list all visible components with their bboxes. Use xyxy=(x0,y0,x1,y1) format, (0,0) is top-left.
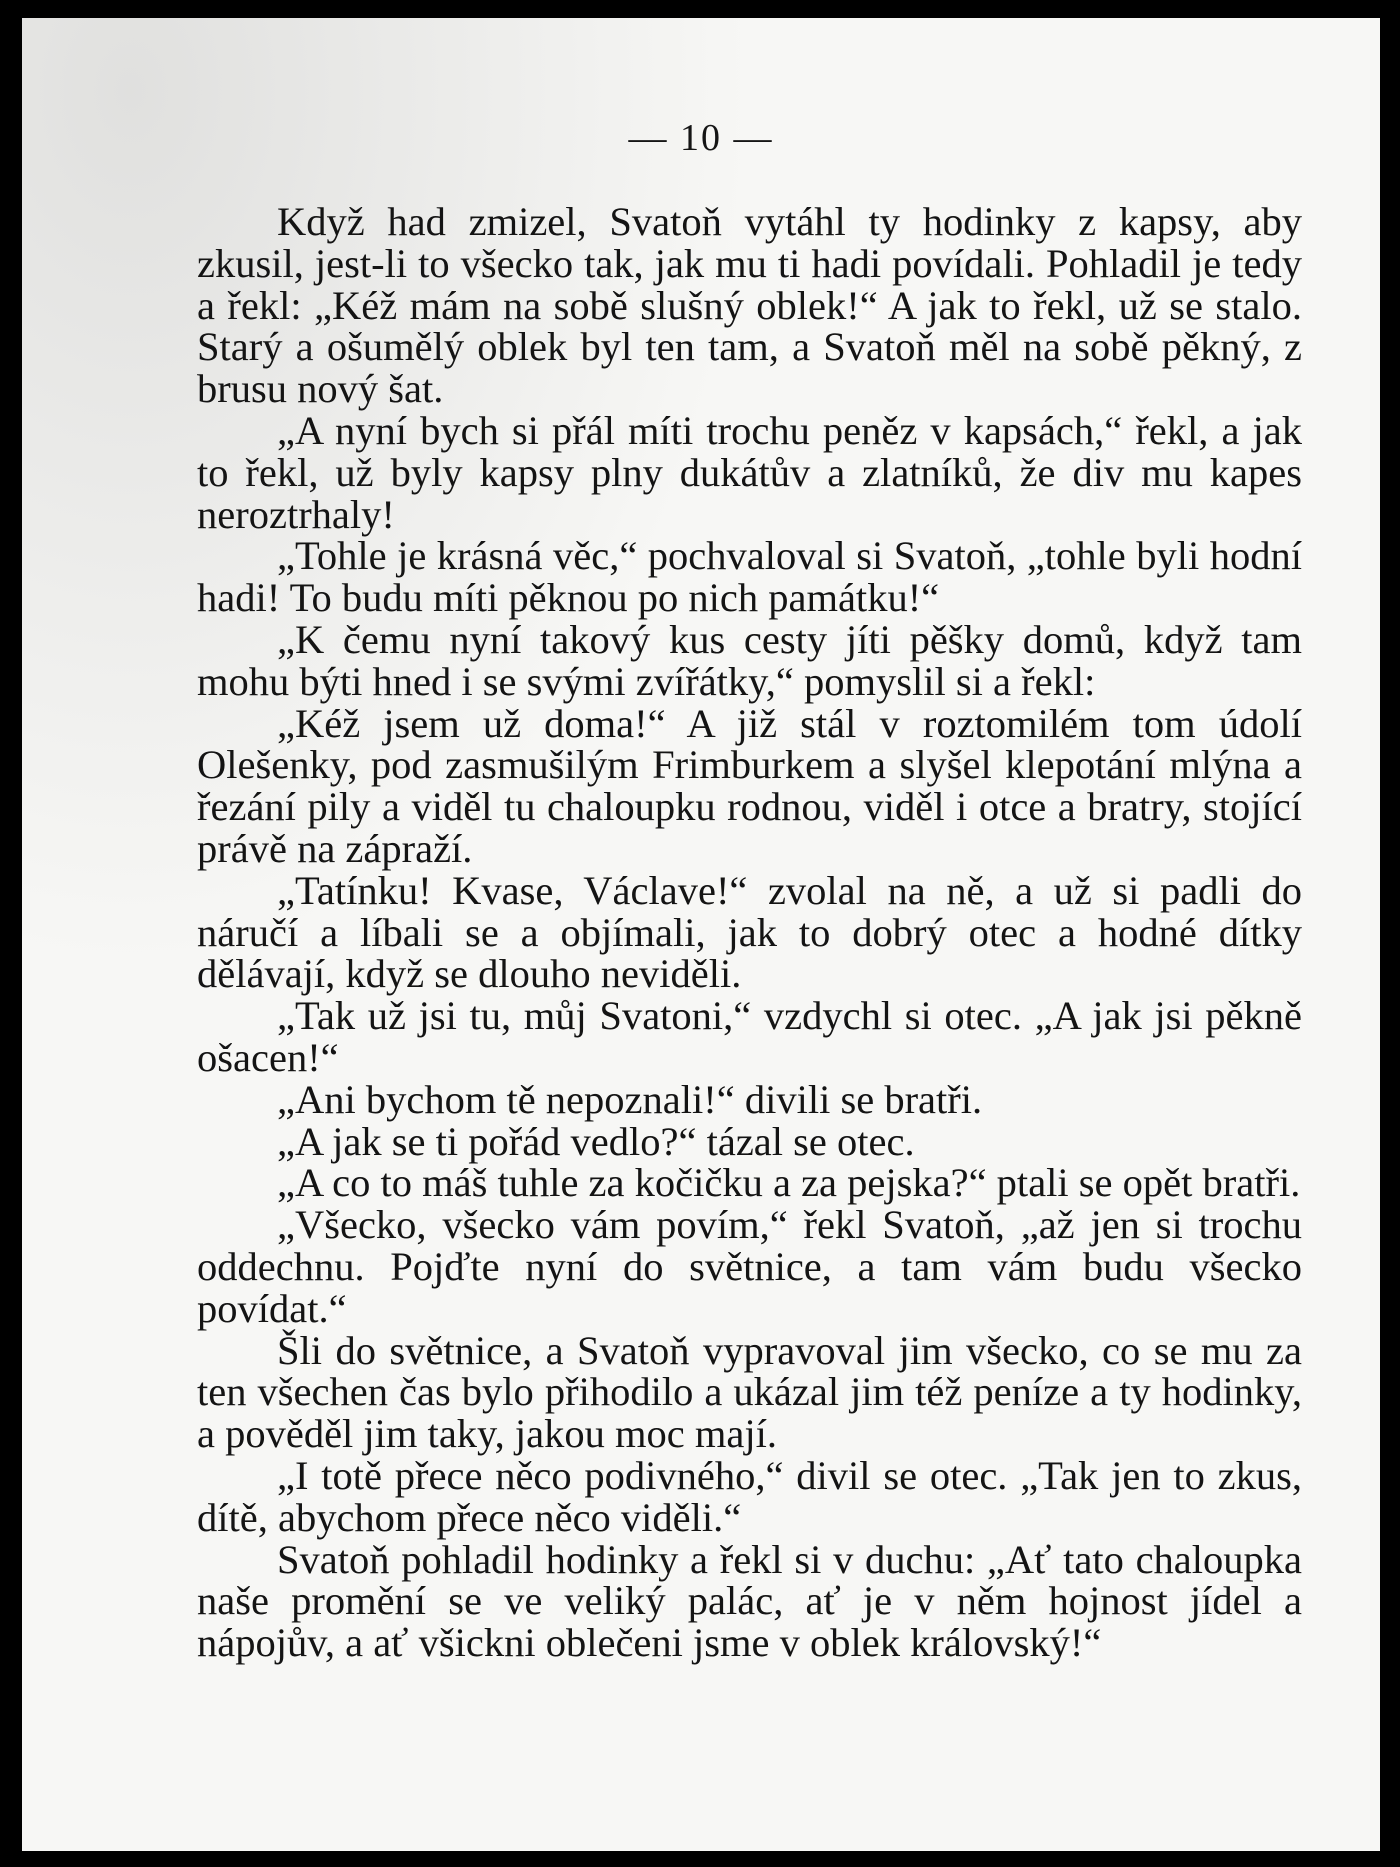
paragraph: „Tak už jsi tu, můj Svatoni,“ vzdychl si otec. „A jak jsi pěkně ošacen!“ xyxy=(197,993,1302,1080)
body-text xyxy=(197,201,1302,1664)
paragraph: „Všecko, všecko vám povím,“ řekl Svatoň, „až jen si trochu oddechnu. Pojďte nyní do světnice, a tam vám budu všecko povídat.“ xyxy=(197,1202,1302,1331)
paragraph: „I totě přece něco podivného,“ divil se otec. „Tak jen to zkus, dítě, abychom přece něco viděli.“ xyxy=(197,1452,1302,1540)
paragraph: „A co to máš tuhle za kočičku a za pejska?“ ptali se opět bratři. xyxy=(277,1160,1301,1206)
page-number: — 10 — xyxy=(628,117,774,159)
paragraph: „Kéž jsem už doma!“ A již stál v roztomilém tom údolí Olešenky, pod zasmušilým Frimburkem a slyšel klepotání mlýna a řezání pily a viděl tu chaloupku rodnou, viděl i otce a bratry, stojící právě na zápraží. xyxy=(197,700,1302,871)
paragraph: Když had zmizel, Svatoň vytáhl ty hodinky z kapsy, aby zkusil, jest-li to všecko tak, jak mu ti hadi povídali. Pohladil je tedy a řekl: „Kéž mám na sobě slušný oblek!“ A jak to řekl, už se stalo. Starý a ošumělý oblek byl ten tam, a Svatoň měl na sobě pěkný, z brusu nový šat. xyxy=(197,199,1302,412)
paragraph: „K čemu nyní takový kus cesty jíti pěšky domů, když tam mohu býti hned i se svými zvířátky,“ pomyslil si a řekl: xyxy=(197,616,1302,704)
paragraph: Svatoň pohladil hodinky a řekl si v duchu: „Ať tato chaloupka naše promění se ve veliký palác, ať je v něm hojnost jídel a nápojův, a ať všickni oblečeni jsme v oblek královský!“ xyxy=(197,1536,1302,1666)
paragraph: „Ani bychom tě nepoznali!“ divili se bratři. xyxy=(277,1076,983,1122)
paragraph: „A jak se ti pořád vedlo?“ tázal se otec. xyxy=(277,1118,915,1164)
paragraph: „Tohle je krásná věc,“ pochvaloval si Svatoň, „tohle byli hodní hadi! To budu míti pěknou po nich památku!“ xyxy=(197,533,1302,621)
paragraph: „Tatínku! Kvase, Václave!“ zvolal na ně, a už si padli do náručí a líbali se a objímali, jak to dobrý otec a hodné dítky dělávají, když se dlouho neviděli. xyxy=(197,867,1302,997)
paragraph: Šli do světnice, a Svatoň vypravoval jim všecko, co se mu za ten všechen čas bylo přihodilo a ukázal jim též peníze a ty hodinky, a pověděl jim taky, jakou moc mají. xyxy=(197,1327,1302,1457)
paragraph: „A nyní bych si přál míti trochu peněz v kapsách,“ řekl, a jak to řekl, už byly kapsy plny dukátův a zlatníků, že div mu kapes neroztrhaly! xyxy=(197,407,1302,537)
book-page xyxy=(22,18,1380,1851)
